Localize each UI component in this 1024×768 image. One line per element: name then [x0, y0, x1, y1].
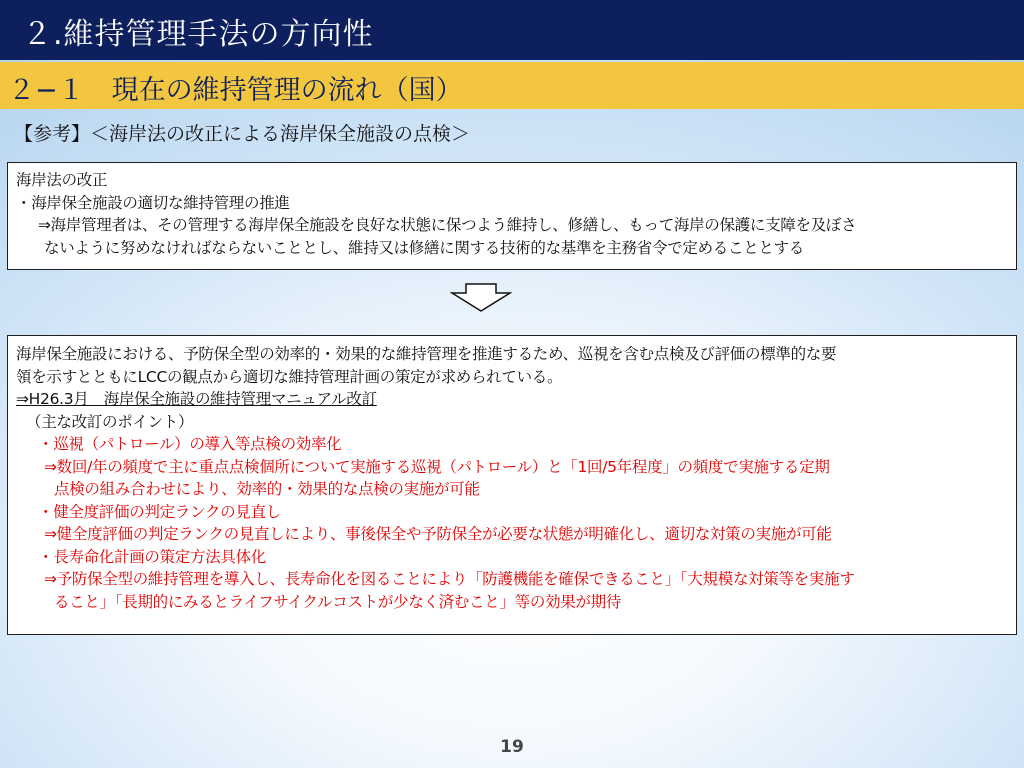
point-detail: ⇒健全度評価の判定ランクの見直しにより、事後保全や予防保全が必要な状態が明確化し、適切な対策の実施が可能	[44, 525, 832, 543]
page-number: 19	[500, 737, 524, 757]
point-heading: ・健全度評価の判定ランクの見直し	[38, 502, 281, 521]
point-detail: 点検の組み合わせにより、効率的・効果的な点検の実施が可能	[54, 480, 480, 498]
subtitle-bar	[0, 62, 1024, 109]
point-detail: ること」「長期的にみるとライフサイクルコストが少なく済むこと」等の効果が期待	[54, 592, 622, 611]
coastal-law-amendment-box	[7, 162, 1017, 270]
box-top-line: ・海岸保全施設の適切な維持管理の推進	[16, 193, 290, 212]
point-detail: ⇒数回/年の頻度で主に重点点検個所について実施する巡視（パトロール）と「1回/5年程度」の頻度で実施する定期	[44, 457, 830, 476]
down-arrow-outline-icon	[450, 283, 512, 313]
point-heading: ・巡視（パトロール）の導入等点検の効率化	[38, 435, 342, 453]
maintenance-manual-box	[7, 335, 1017, 635]
reference-heading: 【参考】＜海岸法の改正による海岸保全施設の点検＞	[14, 123, 471, 145]
section-subtitle: ２−１ 現在の維持管理の流れ（国）	[8, 75, 463, 106]
box-bottom-line: （主な改訂のポイント）	[26, 412, 194, 431]
point-detail: ⇒予防保全型の維持管理を導入し、長寿命化を図ることにより「防護機能を確保できること」「大規模な対策等を実施す	[44, 570, 855, 588]
box-bottom-line: 領を示すとともにLCCの観点から適切な維持管理計画の策定が求められている。	[16, 367, 563, 386]
title-bar	[0, 0, 1024, 60]
box-top-line: ⇒海岸管理者は、その管理する海岸保全施設を良好な状態に保つよう維持し、修繕し、もって海岸の保護に支障を及ぼさ	[38, 216, 857, 234]
box-top-line: ないように努めなければならないこととし、維持又は修繕に関する技術的な基準を主務省令で定めることとする	[44, 238, 805, 257]
manual-revision-line: ⇒H26.3月 海岸保全施設の維持管理マニュアル改訂	[16, 390, 377, 408]
slide-title: ２.維持管理手法の方向性	[22, 17, 374, 52]
box-top-line: 海岸法の改正	[16, 171, 108, 189]
point-heading: ・長寿命化計画の策定方法具体化	[38, 547, 267, 566]
box-bottom-line: 海岸保全施設における、予防保全型の効率的・効果的な維持管理を推進するため、巡視を含む点検及び評価の標準的な要	[16, 345, 837, 363]
